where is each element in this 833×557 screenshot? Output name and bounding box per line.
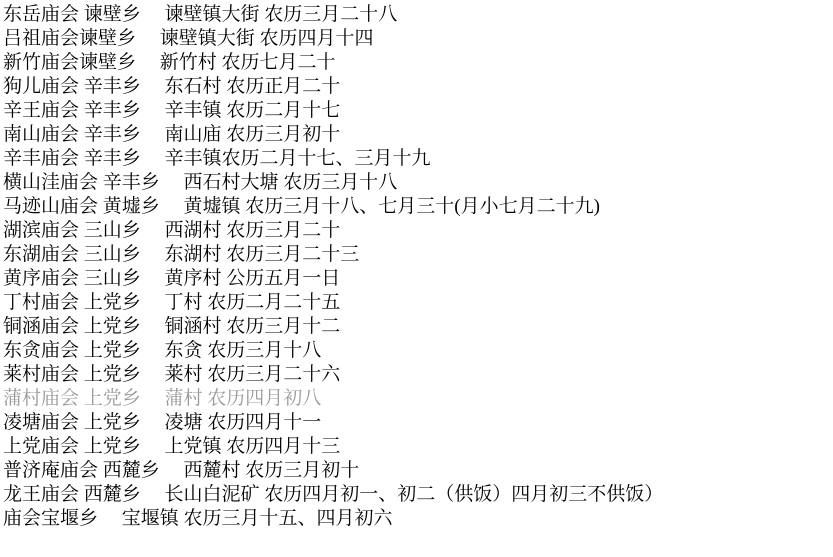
fair-entry: 马迹山庙会 黄墟乡 黄墟镇 农历三月十八、七月三十(月小七月二十九) xyxy=(3,196,600,217)
fair-entry: 铜涵庙会 上党乡 铜涵村 农历三月十二 xyxy=(3,316,341,337)
fair-entry: 狗儿庙会 辛丰乡 东石村 农历正月二十 xyxy=(3,76,341,97)
fair-entry: 普济庵庙会 西麓乡 西麓村 农历三月初十 xyxy=(3,460,360,481)
fair-entry: 南山庙会 辛丰乡 南山庙 农历三月初十 xyxy=(3,124,341,145)
fair-entry: 东岳庙会 谏壁乡 谏壁镇大街 农历三月二十八 xyxy=(3,4,398,25)
fair-entry: 吕祖庙会谏壁乡 谏壁镇大街 农历四月十四 xyxy=(3,28,374,49)
fair-entry: 辛丰庙会 辛丰乡 辛丰镇农历二月十七、三月十九 xyxy=(3,148,431,169)
fair-entry: 龙王庙会 西麓乡 长山白泥矿 农历四月初一、初二（供饭）四月初三不供饭） xyxy=(3,484,664,505)
fair-entry: 丁村庙会 上党乡 丁村 农历二月二十五 xyxy=(3,292,341,313)
fair-entry: 湖滨庙会 三山乡 西湖村 农历三月二十 xyxy=(3,220,341,241)
fair-entry: 莱村庙会 上党乡 莱村 农历三月二十六 xyxy=(3,364,341,385)
fair-entry: 庙会宝堰乡 宝堰镇 农历三月十五、四月初六 xyxy=(3,508,393,529)
fair-entry: 上党庙会 上党乡 上党镇 农历四月十三 xyxy=(3,436,341,457)
fair-entry: 东湖庙会 三山乡 东湖村 农历三月二十三 xyxy=(3,244,360,265)
fair-entry: 东贪庙会 上党乡 东贪 农历三月十八 xyxy=(3,340,322,361)
fair-entry: 新竹庙会谏壁乡 新竹村 农历七月二十 xyxy=(3,52,336,73)
fair-entry: 蒲村庙会 上党乡 蒲村 农历四月初八 xyxy=(3,388,322,409)
fair-entry: 横山洼庙会 辛丰乡 西石村大塘 农历三月十八 xyxy=(3,172,398,193)
fair-entry: 黄序庙会 三山乡 黄序村 公历五月一日 xyxy=(3,268,341,289)
fair-entry: 凌塘庙会 上党乡 凌塘 农历四月十一 xyxy=(3,412,322,433)
fair-entry: 辛王庙会 辛丰乡 辛丰镇 农历二月十七 xyxy=(3,100,341,121)
